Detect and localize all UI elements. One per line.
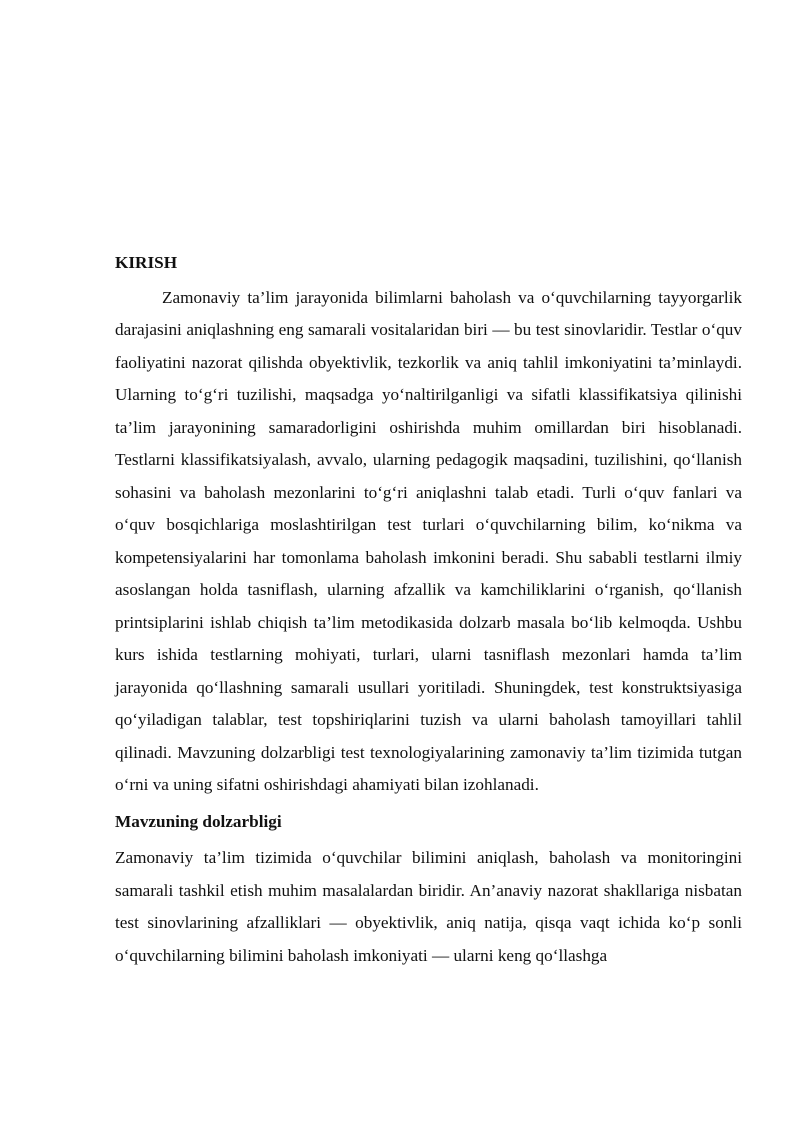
document-body [115,247,742,972]
relevance-paragraph: Zamonaviy ta’lim tizimida o‘quvchilar bilimini aniqlash, baholash va monitoringini samarali tashkil etish muhim masalalardan biridir. An’anaviy nazorat shakllariga nisbatan test sinovlarining afzalliklari — obyektivlik, aniq natija, qisqa vaqt ichida ko‘p sonli o‘quvchilarning bilimini baholash imkoniyati — ularni keng qo‘llashga [115,848,742,965]
relevance-heading: Mavzuning dolzarbligi [115,811,282,831]
intro-heading: KIRISH [115,253,178,272]
intro-paragraph: Zamonaviy ta’lim jarayonida bilimlarni baholash va o‘quvchilarning tayyorgarlik darajasini aniqlashning eng samarali vositalaridan biri — bu test sinovlaridir. Testlar o‘quv faoliyatini nazorat qilishda obyektivlik, tezkorlik va aniq tahlil imkoniyatini ta’minlaydi. Ularning to‘g‘ri tuzilishi, maqsadga yo‘naltirilganligi va sifatli klassifikatsiya qilinishi ta’lim jarayonining samaradorligini oshirishda muhim omillardan biri hisoblanadi. Testlarni klassifikatsiyalash, avvalo, ularning pedagogik maqsadini, tuzilishini, qo‘llanish sohasini va baholash mezonlarini to‘g‘ri aniqlashni talab etadi. Turli o‘quv fanlari va o‘quv bosqichlariga moslashtirilgan test turlari o‘quvchilarning bilim, ko‘nikma va kompetensiyalarini har tomonlama baholash imkonini beradi. Shu sababli testlarni ilmiy asoslangan holda tasniflash, ularning afzallik va kamchiliklarini o‘rganish, qo‘llanish printsiplarini ishlab chiqish ta’lim metodikasida dolzarb masala bo‘lib kelmoqda. Ushbu kurs ishida testlarning mohiyati, turlari, ularni tasniflash mezonlari hamda ta’lim jarayonida qo‘llashning samarali usullari yoritiladi. Shuningdek, test konstruktsiyasiga qo‘yiladigan talablar, test topshiriqlarini tuzish va ularni baholash tamoyillari tahlil qilinadi. Mavzuning dolzarbligi test texnologiyalarining zamonaviy ta’lim tizimida tutgan o‘rni va uning sifatni oshirishdagi ahamiyati bilan izohlanadi. [115,287,742,794]
